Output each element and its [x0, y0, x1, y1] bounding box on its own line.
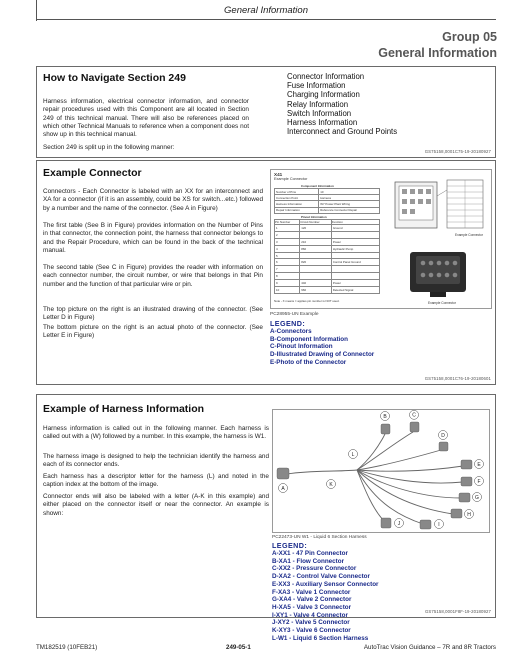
harness-letter-h: H [467, 511, 471, 518]
navigate-list-item: Interconnect and Ground Points [287, 127, 398, 137]
group-title: Group 05 [442, 30, 497, 44]
pinout-cell: 120 [300, 225, 332, 232]
connector-paragraph: The bottom picture on the right is an actual photo of the connector. (See Letter E in Figure) [43, 324, 263, 340]
harness-figure [272, 409, 490, 533]
pin-header: Circuit Number [300, 220, 332, 225]
connector-code: GS75158,0001C76-19-20180601 [424, 376, 491, 381]
harness-letter-g: G [475, 494, 479, 501]
pinout-cell: 860 [300, 245, 332, 252]
connector-figure-subtitle: Example Connector [274, 177, 308, 181]
pinout-cell: 10 [275, 287, 300, 294]
pinout-row [275, 252, 380, 259]
harness-letter-e: E [477, 461, 481, 468]
pinout-row [275, 273, 380, 280]
pinout-row [275, 280, 380, 287]
legend-item: I-XY1 - Valve 4 Connector [272, 611, 348, 619]
navigate-title: How to Navigate Section 249 [43, 72, 186, 84]
section-title: General Information [378, 46, 497, 60]
navigate-list-item: Charging Information [287, 90, 360, 100]
pinout-cell: 440 [300, 280, 332, 287]
legend-item: C-Pinout Information [270, 343, 333, 351]
navigate-list [287, 72, 397, 136]
pinout-cell: 5 [275, 252, 300, 259]
pinout-row [275, 245, 380, 252]
connector-paragraph: The top picture on the right is an illustrated drawing of the connector. (See Letter D in Figure) [43, 306, 263, 322]
navigate-code: GS75158,0001C75-19-20180927 [424, 149, 491, 154]
harness-section [36, 394, 496, 642]
connector-legend-title: LEGEND: [270, 319, 306, 328]
pinout-cell: Power [331, 238, 379, 245]
pinout-cell [331, 252, 379, 259]
harness-title: Example of Harness Information [43, 403, 205, 415]
harness-letter-i: I [438, 521, 440, 528]
pinout-cell [300, 252, 332, 259]
pinout-cell [300, 266, 332, 273]
pinout-row [275, 238, 380, 245]
pinout-cell: 1 [275, 225, 300, 232]
pinout-cell: 3 [275, 238, 300, 245]
pinout-cell: 210 [300, 238, 332, 245]
pinout-cell: 960 [300, 287, 332, 294]
harness-paragraph: The harness image is designed to help the technician identify the harness and each of its connector ends. [43, 453, 269, 469]
legend-item: A-Connectors [270, 328, 312, 335]
component-info-cell: Reference Connector Repair [319, 207, 380, 213]
legend-item: G-XA4 - Valve 2 Connector [272, 596, 352, 604]
connector-photo [396, 246, 488, 308]
harness-letter-c: C [412, 412, 416, 419]
legend-item: B-Component Information [270, 335, 349, 343]
harness-legend [272, 550, 379, 642]
legend-item: E-XX3 - Auxiliary Sensor Connector [272, 580, 379, 588]
legend-item: F-XA3 - Valve 1 Connector [272, 588, 351, 596]
pinout-row [275, 231, 380, 238]
footer-manual: TM182519 (10FEB21) [36, 644, 98, 651]
pinout-note: Note - X means = applies pin number is NOT used. [274, 299, 340, 303]
harness-letter-d: D [441, 432, 445, 439]
connector-figure-title: X41 [274, 172, 283, 177]
navigate-list-item: Fuse Information [287, 81, 346, 91]
legend-item: H-XA5 - Valve 3 Connector [272, 603, 352, 611]
pinout-cell [331, 231, 379, 238]
component-info-cell: 10 [319, 189, 380, 195]
harness-drawing [273, 410, 489, 532]
pinout-row [275, 225, 380, 232]
navigate-list-item: Connector Information [287, 72, 365, 81]
pinout-cell: Power [331, 280, 379, 287]
component-info-cell: W7 Power Plant Wiring [319, 201, 380, 207]
connector-paragraph: Connectors - Each Connector is labeled with an XX for an interconnect and XA for a connector (if it is an assembly, could be XS for switch...etc.) followed by a number and the name of the connector. (See A in Figure) [43, 188, 263, 212]
component-info-label: Component Information [301, 184, 334, 188]
connector-section [36, 160, 496, 385]
component-info-row [275, 207, 380, 213]
connector-title: Example Connector [43, 167, 142, 179]
harness-letter-j: J [397, 520, 401, 527]
pin-header: Pin Number [275, 220, 300, 225]
navigate-paragraph: Harness information, electrical connector information, and connector repair procedures used with this Component are all located in Section 249 of this technical manual. There will also be references placed on which other Technical Manuals to reference when a component does not show up in this technical manual. [43, 98, 249, 139]
harness-paragraph: Each harness has a descriptor letter for the harness (L) and noted in the caption index at the bottom of the image. [43, 473, 269, 489]
legend-item: J-XY2 - Valve 5 Connector [272, 619, 350, 627]
photo-label: Example Connector [428, 301, 456, 305]
pinout-cell: 8 [275, 273, 300, 280]
navigate-list-item: Relay Information [287, 99, 349, 109]
pin-info-label: Pinout Information [301, 215, 327, 219]
component-info-table [274, 188, 380, 214]
pinout-cell: 4 [275, 245, 300, 252]
connector-figure [270, 169, 492, 309]
connector-paragraph: The first table (See B in Figure) provides information on the Number of Pins in that connector, the connection point, the harness that connector belongs to and the Repair Procedure, which can be found in the back of the technical manual. [43, 222, 263, 254]
legend-item: D-Illustrated Drawing of Connector [270, 351, 375, 359]
navigate-split-note: Section 249 is split up in the following manner: [43, 144, 175, 151]
component-info-cell: Harness Information [275, 201, 319, 207]
connector-legend [270, 328, 374, 367]
legend-item: A-XX1 - 47 Pin Connector [272, 550, 348, 557]
pinout-cell: 2 [275, 231, 300, 238]
component-info-cell: Repair Information [275, 207, 319, 213]
legend-item: D-XA2 - Control Valve Connector [272, 573, 370, 581]
drawing-label: Example Connector [455, 233, 483, 237]
pin-header: Function [331, 220, 379, 225]
pinout-cell [300, 273, 332, 280]
pinout-table [274, 219, 380, 294]
harness-letter-b: B [383, 413, 387, 420]
connector-drawing [389, 176, 489, 242]
pinout-cell: Hydraulic Pump [331, 245, 379, 252]
navigate-list-item: Switch Information [287, 108, 352, 118]
pinout-cell [331, 273, 379, 280]
harness-legend-title: LEGEND: [272, 541, 308, 550]
connector-paragraph: The second table (See C in Figure) provides the reader with information on each connector number, the circuit number, or wire that belongs in that Pin number and the function of that particular wire or pin. [43, 264, 263, 288]
component-info-cell: Harness [319, 195, 380, 201]
navigate-list-item: Harness Information [287, 118, 358, 128]
pinout-cell: 820 [300, 259, 332, 266]
footer-description: AutoTrac Vision Guidance – 7R and 8R Tractors [363, 644, 496, 651]
harness-letter-a: A [281, 485, 285, 492]
legend-item: C-XX2 - Pressure Connector [272, 565, 357, 573]
component-info-cell: Number of Pins [275, 189, 319, 195]
harness-letter-k: K [329, 481, 333, 488]
pinout-cell [331, 266, 379, 273]
header-rule [36, 19, 496, 20]
pinout-cell: Ground [331, 225, 379, 232]
harness-letter-f: F [477, 478, 481, 485]
pinout-cell: 6 [275, 259, 300, 266]
legend-item: L-W1 - Liquid 6 Section Harness [272, 634, 369, 642]
legend-item: B-XA1 - Flow Connector [272, 557, 345, 565]
harness-letter-l: L [351, 451, 355, 458]
harness-code: GS75158,0001F8F-19-20180927 [424, 609, 491, 614]
component-info-cell: Connection Point [275, 195, 319, 201]
pinout-row [275, 266, 380, 273]
harness-paragraph: Harness information is called out in the following manner. Each harness is called out with a (W) followed by a number. In this example, the harness is W1. [43, 425, 269, 441]
legend-item: K-XY3 - Valve 6 Connector [272, 627, 351, 635]
pinout-cell: Control Panel Ground [331, 259, 379, 266]
footer-page-number: 249-05-1 [226, 644, 251, 651]
pinout-row [275, 287, 380, 294]
legend-item: E-Photo of the Connector [270, 358, 347, 366]
harness-paragraph: Connector ends will also be labeled with a letter (A-K in this example) and either placed on the connector itself or near the connector. An example is shown: [43, 493, 269, 517]
pinout-cell: 9 [275, 280, 300, 287]
pinout-cell: Detected Signal [331, 287, 379, 294]
pinout-row [275, 259, 380, 266]
connector-caption: PC28955-UN Example [270, 312, 319, 317]
harness-caption: PC22473-UN W1 - Liquid 6 Section Harness [272, 535, 367, 540]
pinout-cell [300, 231, 332, 238]
pinout-cell: 7 [275, 266, 300, 273]
running-head: General Information [224, 5, 308, 16]
navigate-section [36, 66, 496, 158]
